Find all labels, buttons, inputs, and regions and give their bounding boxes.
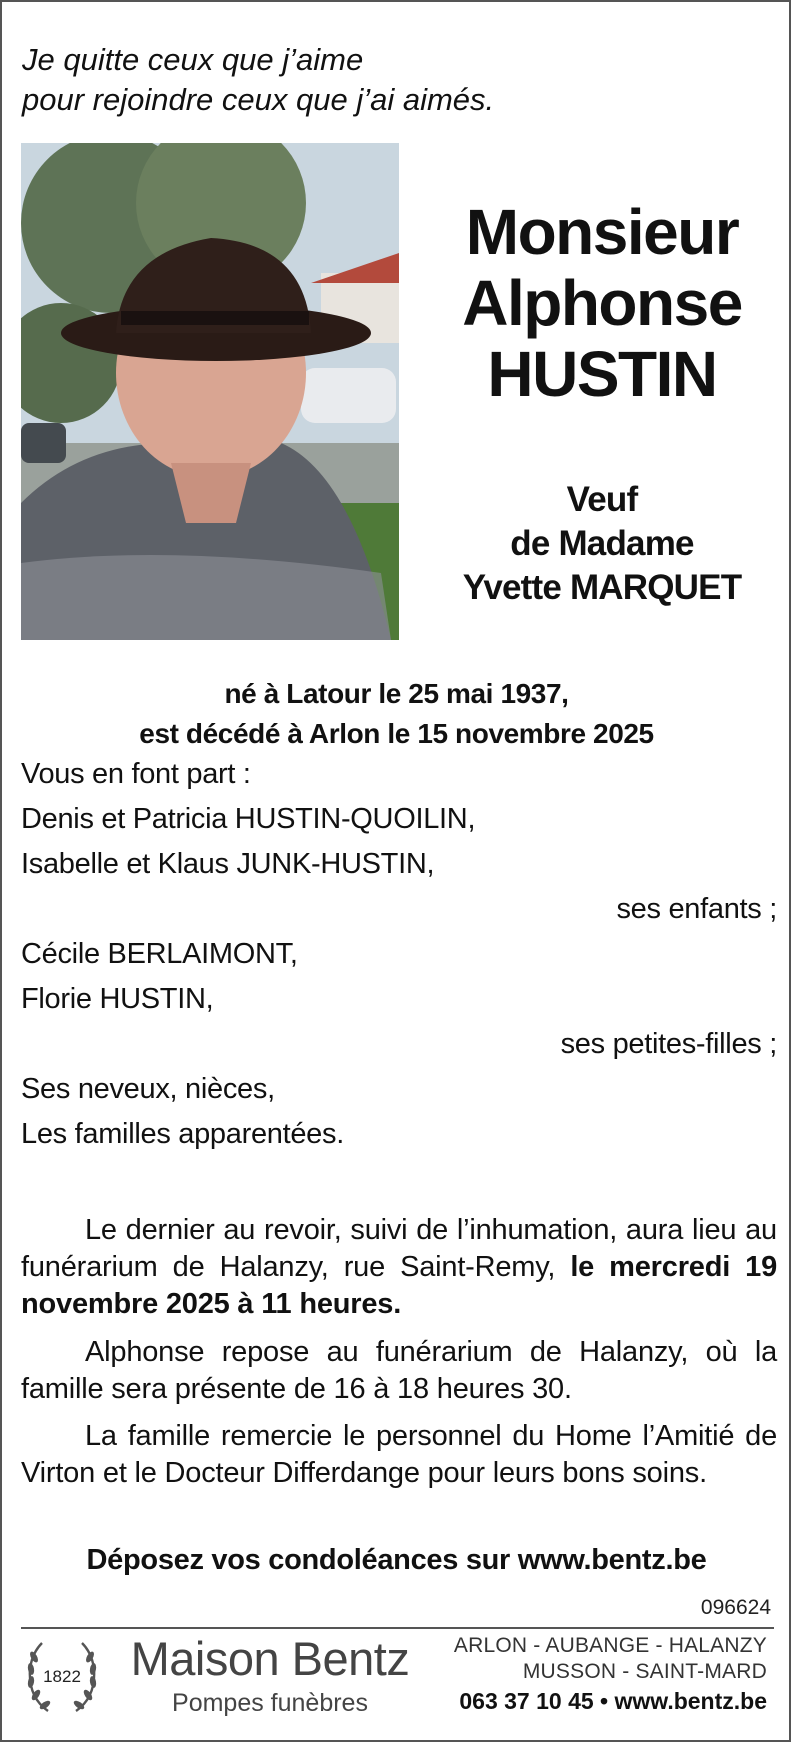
grandchild-entry: Florie HUSTIN, bbox=[21, 983, 214, 1015]
others-entry: Ses neveux, nièces, bbox=[21, 1073, 275, 1105]
locations bbox=[427, 1633, 767, 1685]
locations-line-1: ARLON - AUBANGE - HALANZY bbox=[453, 1634, 767, 1657]
contact-info: 063 37 10 45 • www.bentz.be bbox=[459, 1688, 767, 1714]
epigraph bbox=[22, 40, 762, 120]
epigraph-line-2: pour rejoindre ceux que j’ai aimés. bbox=[22, 82, 495, 117]
children-label: ses enfants ; bbox=[616, 893, 777, 925]
child-entry: Denis et Patricia HUSTIN-QUOILIN, bbox=[21, 803, 476, 835]
epigraph-line-1: Je quitte ceux que j’aime bbox=[22, 42, 364, 77]
thanks-text: La famille remercie le personnel du Home l’Amitié de Virton et le Docteur Differdange pour leurs bons soins. bbox=[21, 1420, 777, 1489]
seal-year: 1822 bbox=[43, 1667, 81, 1686]
locations-line-2: MUSSON - SAINT-MARD bbox=[522, 1660, 767, 1683]
brand-tagline: Pompes funèbres bbox=[172, 1689, 368, 1717]
others-entry: Les familles apparentées. bbox=[21, 1118, 344, 1150]
grandchildren-label: ses petites-filles ; bbox=[560, 1028, 777, 1060]
reference-number: 096624 bbox=[700, 1596, 771, 1619]
deceased-name bbox=[412, 197, 791, 410]
spouse-line-2: de Madame bbox=[510, 524, 694, 563]
ceremony-paragraph bbox=[21, 1212, 777, 1323]
visitation-paragraph bbox=[21, 1334, 777, 1408]
ceremony-text: Le dernier au revoir, suivi de l’inhumation, aura lieu au funérarium de Halanzy, rue Saint-Remy, bbox=[21, 1214, 777, 1283]
deceased-title: Monsieur bbox=[465, 196, 739, 268]
visitation-text: Alphonse repose au funérarium de Halanzy, où la famille sera présente de 16 à 18 heures 30. bbox=[21, 1336, 777, 1405]
portrait-illustration bbox=[21, 143, 399, 640]
grandchild-entry: Cécile BERLAIMONT, bbox=[21, 938, 298, 970]
birth-line: né à Latour le 25 mai 1937, bbox=[224, 678, 569, 709]
laurel-seal-icon bbox=[22, 1635, 102, 1719]
thanks-paragraph bbox=[21, 1418, 777, 1492]
brand-name: Maison Bentz bbox=[130, 1632, 410, 1685]
portrait-photo bbox=[21, 143, 399, 640]
family-announcement bbox=[21, 752, 777, 1157]
announcement-intro: Vous en font part : bbox=[21, 758, 251, 790]
spouse-line-1: Veuf bbox=[566, 480, 638, 519]
footer-divider bbox=[21, 1627, 774, 1629]
deceased-first-name: Alphonse bbox=[462, 267, 742, 339]
ceremony-date: le mercredi 19 novembre 2025 à 11 heures. bbox=[21, 1251, 777, 1320]
funeral-home-brand bbox=[120, 1630, 420, 1718]
dates-block bbox=[21, 674, 772, 754]
child-entry: Isabelle et Klaus JUNK-HUSTIN, bbox=[21, 848, 435, 880]
deceased-last-name: HUSTIN bbox=[487, 338, 717, 410]
condolences-line: Déposez vos condoléances sur www.bentz.be bbox=[86, 1544, 707, 1576]
death-line: est décédé à Arlon le 15 novembre 2025 bbox=[139, 718, 654, 749]
spouse-line-3: Yvette MARQUET bbox=[462, 568, 742, 607]
spouse-block bbox=[412, 478, 791, 610]
